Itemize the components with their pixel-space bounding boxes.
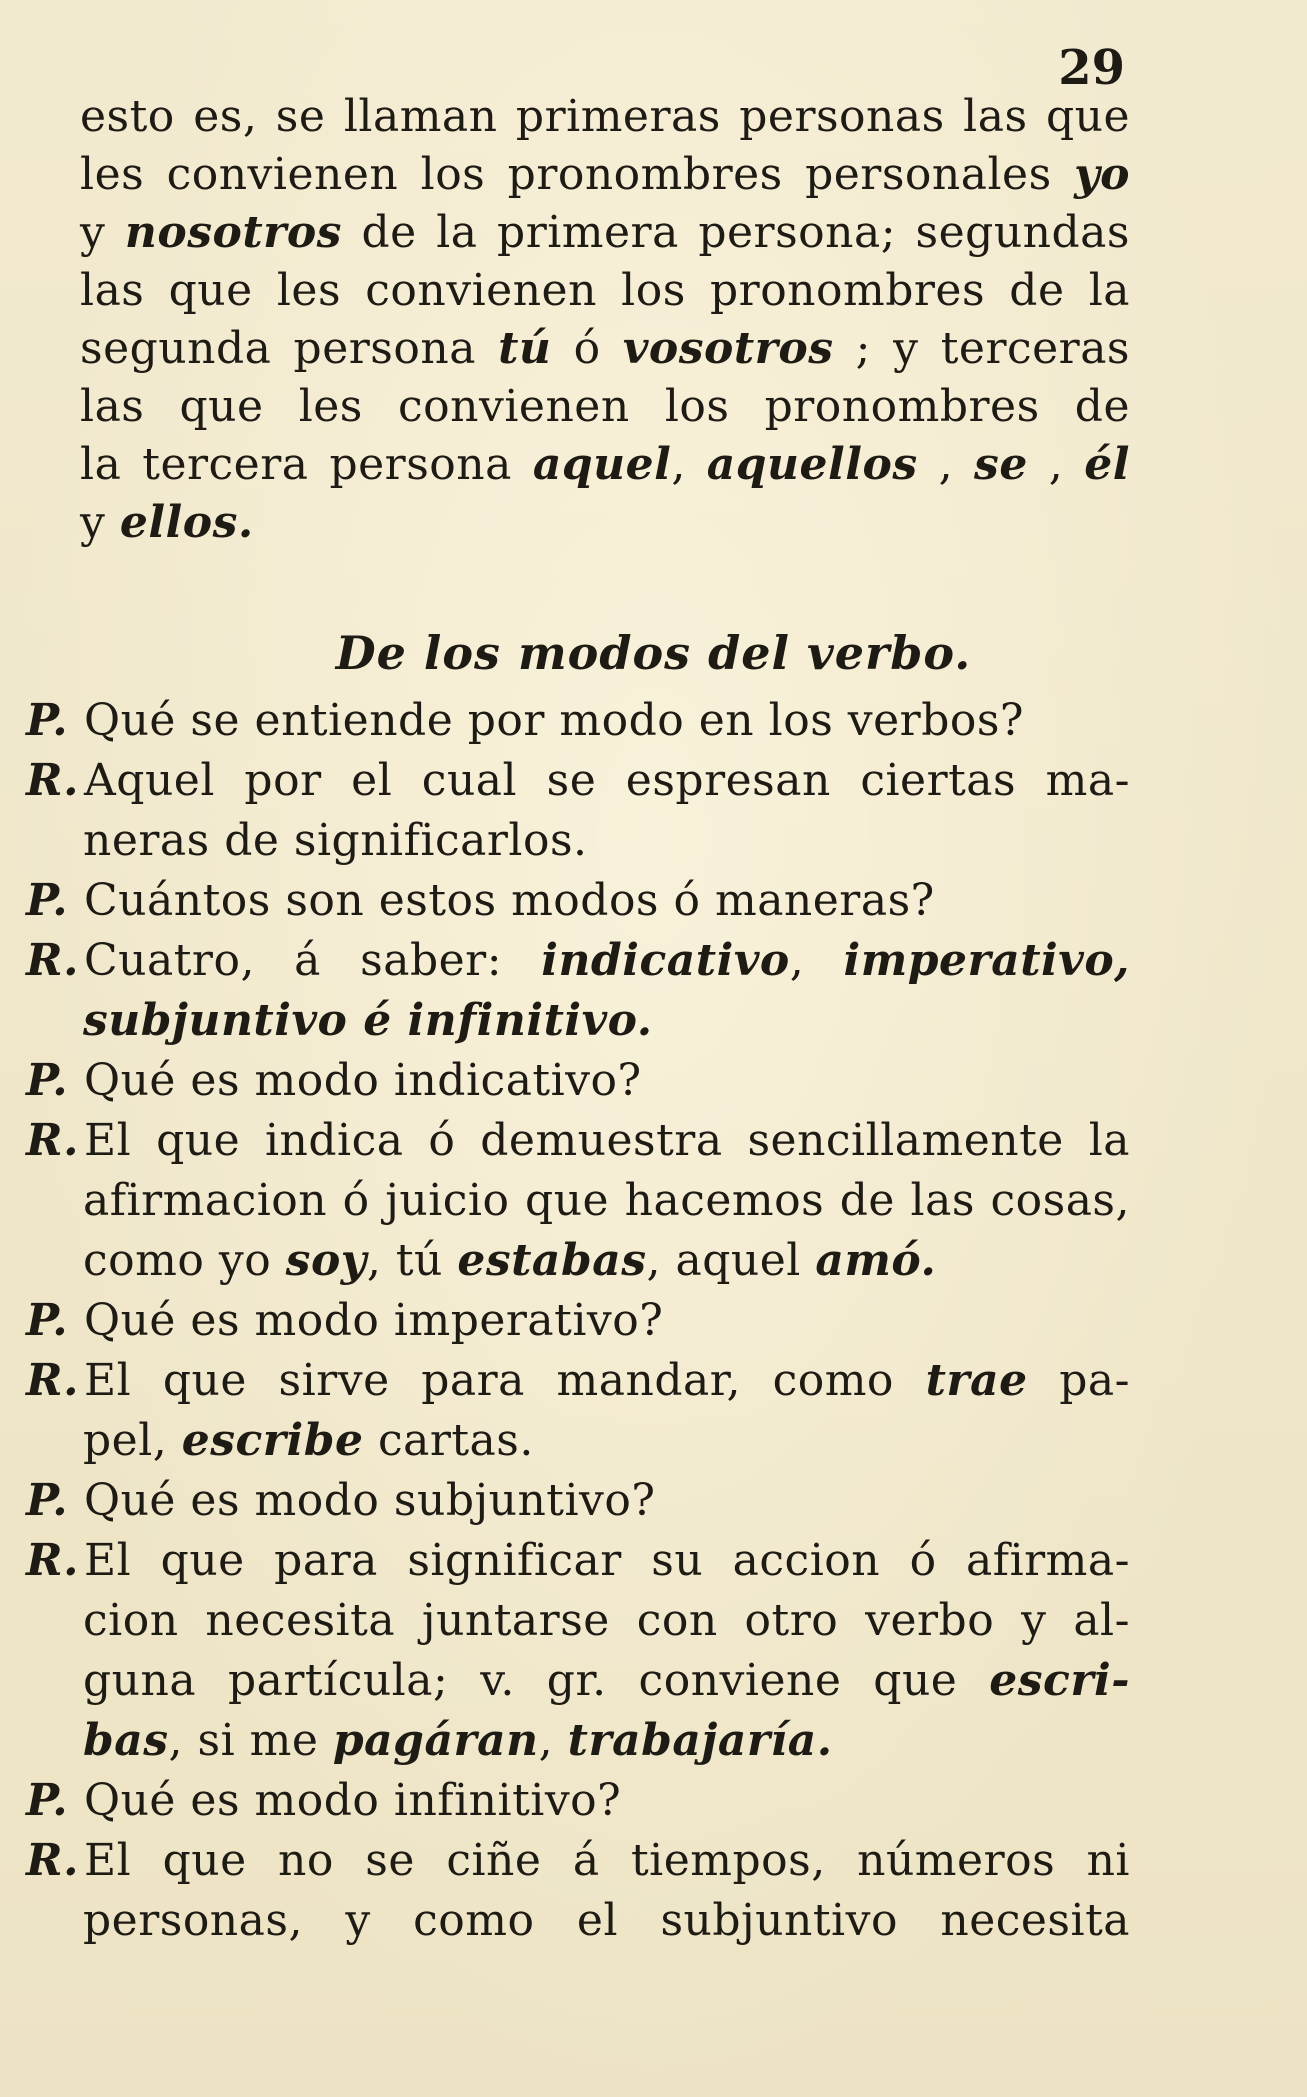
section-heading: De los modos del verbo.: [335, 626, 972, 680]
question-line: P. Cuántos son estos modos ó maneras?: [26, 872, 1130, 930]
answer-line: R. El que indica ó demuestra sencillamente la: [26, 1112, 1130, 1170]
answer-line: personas, y como el subjuntivo necesita: [83, 1895, 1130, 1946]
answer-line: como yo soy, tú estabas, aquel amó.: [83, 1235, 937, 1286]
answer-label: R.: [26, 1535, 79, 1586]
answer-label: R.: [26, 1355, 79, 1406]
answer-line: bas, si me pagáran, trabajaría.: [83, 1715, 833, 1766]
question-line: P. Qué es modo imperativo?: [26, 1292, 1130, 1350]
answer-line: guna partícula; v. gr. conviene que escri-: [83, 1655, 1130, 1706]
question-label: P.: [26, 1775, 69, 1826]
text-line: y nosotros de la primera persona; segundas: [80, 207, 1130, 258]
question-label: P.: [26, 1475, 69, 1526]
question-label: P.: [26, 1055, 69, 1106]
answer-line: R. Aquel por el cual se espresan ciertas ma-: [26, 752, 1130, 810]
text-line: y ellos.: [80, 497, 254, 548]
answer-line: R. El que sirve para mandar, como trae pa-: [26, 1352, 1130, 1410]
question-label: P.: [26, 695, 69, 746]
question-line: P. Qué es modo subjuntivo?: [26, 1472, 1130, 1530]
text-line: segunda persona tú ó vosotros ; y terceras: [80, 323, 1131, 374]
page-number: 29: [1058, 40, 1125, 96]
question-label: P.: [26, 875, 69, 926]
answer-line: pel, escribe cartas.: [83, 1415, 534, 1466]
answer-line: R. El que no se ciñe á tiempos, números ni: [26, 1832, 1130, 1890]
answer-label: R.: [26, 935, 79, 986]
text-line: les convienen los pronombres personales yo: [80, 149, 1130, 200]
text-line: la tercera persona aquel, aquellos , se , él: [80, 439, 1130, 490]
answer-line: R. El que para significar su accion ó afirma-: [26, 1532, 1130, 1590]
answer-line: subjuntivo é infinitivo.: [83, 995, 653, 1046]
text-line: esto es, se llaman primeras personas las que: [80, 91, 1130, 142]
answer-line: neras de significarlos.: [83, 815, 588, 866]
question-label: P.: [26, 1295, 69, 1346]
answer-line: R. Cuatro, á saber: indicativo, imperativo,: [26, 932, 1130, 990]
answer-label: R.: [26, 1835, 79, 1886]
answer-line: cion necesita juntarse con otro verbo y al-: [83, 1595, 1130, 1646]
answer-label: R.: [26, 1115, 79, 1166]
text-line: las que les convienen los pronombres de: [80, 381, 1130, 432]
question-line: P. Qué es modo infinitivo?: [26, 1772, 1130, 1830]
question-line: P. Qué se entiende por modo en los verbos?: [26, 692, 1130, 750]
question-line: P. Qué es modo indicativo?: [26, 1052, 1130, 1110]
answer-line: afirmacion ó juicio que hacemos de las cosas,: [83, 1175, 1130, 1226]
answer-label: R.: [26, 755, 79, 806]
text-line: las que les convienen los pronombres de la: [80, 265, 1130, 316]
